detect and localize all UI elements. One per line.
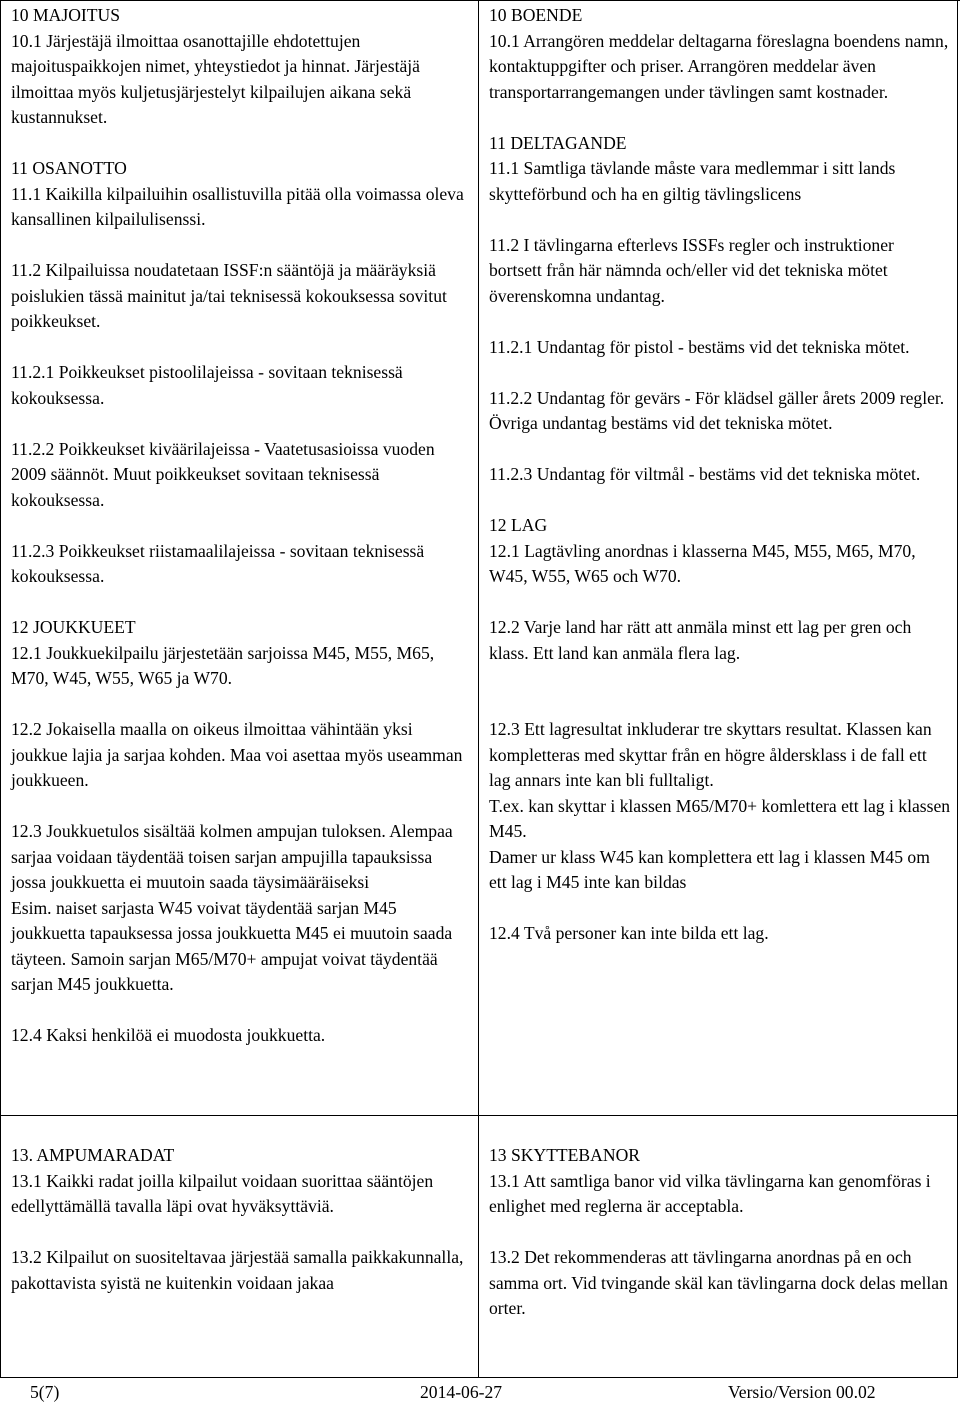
spacer (489, 590, 951, 616)
fi-11-2-1-text: 11.2.1 Poikkeukset pistoolilajeissa - sovitaan teknisessä kokouksessa. (11, 362, 403, 408)
fi-13-heading: 13. AMPUMARADAT (11, 1145, 175, 1165)
sv-11-2-2-text: 11.2.2 Undantag för gevärs - För klädsel gäller årets 2009 regler. Övriga undantag bestäms vid det tekniska mötet. (489, 387, 945, 433)
footer-page-number: 5(7) (30, 1382, 60, 1402)
fi-13-1-text: 13.1 Kaikki radat joilla kilpailut voidaan suorittaa sääntöjen edellyttämällä tavalla läpi ovat hyväksyttäviä. (11, 1170, 434, 1216)
sv-10-1-text: 10.1 Arrangören meddelar deltagarna föreslagna boendens namn, kontaktuppgifter och priser. Arrangören meddelar även transportarrangemangen under tävlingen samt kostnader. (489, 30, 949, 102)
spacer (11, 794, 465, 820)
footer-date: 2014-06-27 (420, 1382, 503, 1402)
sv-11-heading: 11 DELTAGANDE (489, 132, 627, 153)
sv-11-2-1-text: 11.2.1 Undantag för pistol - bestäms vid det tekniska mötet. (489, 336, 910, 357)
swedish-column-bottom (479, 1141, 957, 1377)
spacer (489, 692, 951, 718)
fi-10-heading: 10 MAJOITUS (11, 5, 120, 25)
spacer (489, 437, 951, 463)
sv-12-4-text: 12.4 Två personer kan inte bilda ett lag. (489, 923, 769, 943)
spacer (489, 896, 951, 922)
spacer (11, 335, 465, 361)
sv-13-heading: 13 SKYTTEBANOR (489, 1145, 641, 1165)
spacer (489, 309, 951, 335)
spacer (11, 590, 465, 616)
fi-11-2-text: 11.2 Kilpailuissa noudatetaan ISSF:n sääntöjä ja määräyksiä poislukien tässä mainitut ja/tai teknisessä kokouksessa sovitut poikkeukset. (11, 260, 447, 331)
sv-12-3-women: Damer ur klass W45 kan komplettera ett lag i klassen M45 om ett lag i M45 inte kan bildas (489, 846, 930, 892)
fi-13-2-text: 13.2 Kilpailut on suositeltavaa järjestää samalla paikkakunnalla, pakottavista syistä ne kuitenkin voidaan jakaa (11, 1247, 464, 1293)
fi-11-1-text: 11.1 Kaikilla kilpailuihin osallistuvilla pitää olla voimassa oleva kansallinen kilpailulisenssi. (11, 183, 464, 229)
fi-11-2-2-text: 11.2.2 Poikkeukset kiväärilajeissa - Vaatetusasioissa vuoden 2009 säännöt. Muut poikkeukset sovitaan teknisessä kokouksessa. (11, 438, 435, 510)
sv-12-3-example: T.ex. kan skyttar i klassen M65/M70+ komlettera ett lag i klassen M45. (489, 795, 951, 841)
fi-12-4-text: 12.4 Kaksi henkilöä ei muodosta joukkuetta. (11, 1025, 326, 1045)
spacer (489, 105, 951, 131)
fi-11-2-3-text: 11.2.3 Poikkeukset riistamaalilajeissa - sovitaan teknisessä kokouksessa. (11, 540, 425, 586)
spacer (11, 1220, 465, 1246)
sv-12-2-text: 12.2 Varje land har rätt att anmäla minst ett lag per gren och klass. Ett land kan anmäla flera lag. (489, 617, 912, 663)
fi-11-heading: 11 OSANOTTO (11, 158, 127, 178)
fi-12-2-text: 12.2 Jokaisella maalla on oikeus ilmoittaa vähintään yksi joukkue lajia ja sarjaa kohden. Maa voi asettaa myös useamman joukkueen. (11, 719, 463, 790)
sv-11-2-3-text: 11.2.3 Undantag för viltmål - bestäms vid det tekniska mötet. (489, 464, 921, 484)
spacer (11, 411, 465, 437)
fi-12-heading: 12 JOUKKUEET (11, 617, 136, 637)
sv-11-2-text: 11.2 I tävlingarna efterlevs ISSFs regler och instruktioner bortsett från här nämnda och/eller vid det tekniska mötet överenskomna undantag. (489, 234, 894, 306)
spacer (489, 488, 951, 514)
sv-13-1-text: 13.1 Att samtliga banor vid vilka tävlingarna kan genomföras i enlighet med reglerna är acceptabla. (489, 1170, 931, 1216)
finnish-column-top (1, 1, 471, 1115)
swedish-column-top (479, 1, 957, 1115)
spacer (11, 513, 465, 539)
spacer (11, 692, 465, 718)
sv-12-1-text: 12.1 Lagtävling anordnas i klasserna M45, M55, M65, M70, W45, W55, W65 och W70. (489, 540, 916, 586)
sv-11-1-text: 11.1 Samtliga tävlande måste vara medlemmar i sitt lands skytteförbund och ha en giltig tävlingslicens (489, 158, 896, 204)
table-row-divider (0, 1115, 958, 1116)
fi-12-3-example: Esim. naiset sarjasta W45 voivat täydentää sarjan M45 joukkuetta tapauksessa jossa joukkuetta M45 ei muutoin saada täyteen. Samoin sarjan M65/M70+ ampujat voivat täydentää sarjan M45 joukkuetta. (11, 897, 453, 994)
spacer (489, 666, 951, 692)
fi-12-1-text: 12.1 Joukkuekilpailu järjestetään sarjoissa M45, M55, M65, M70, W45, W55, W65 ja W70. (11, 642, 435, 688)
spacer (489, 1220, 951, 1246)
table-border-bottom (0, 1377, 958, 1378)
fi-10-1-text: 10.1 Järjestäjä ilmoittaa osanottajille ehdotettujen majoituspaikkojen nimet, yhteystiedot ja hinnat. Järjestäjä ilmoittaa myös kuljetusjärjestelyt kilpailujen aikana sekä kustannukset. (11, 30, 420, 127)
finnish-column-bottom (1, 1141, 471, 1377)
spacer (11, 998, 465, 1024)
spacer (489, 207, 951, 233)
sv-12-heading: 12 LAG (489, 515, 548, 535)
spacer (11, 131, 465, 157)
footer-version: Versio/Version 00.02 (728, 1382, 876, 1402)
sv-10-heading: 10 BOENDE (489, 5, 583, 25)
sv-13-2-text: 13.2 Det rekommenderas att tävlingarna anordnas på en och samma ort. Vid tvingande skäl kan tävlingarna dock delas mellan orter. (489, 1247, 948, 1318)
sv-12-3-text: 12.3 Ett lagresultat inkluderar tre skyttars resultat. Klassen kan kompletteras med skyttar från en högre åldersklass i de fall ett lag annars inte kan bli fulltaligt. (489, 719, 932, 790)
spacer (489, 360, 951, 386)
spacer (11, 233, 465, 259)
fi-12-3-text: 12.3 Joukkuetulos sisältää kolmen ampujan tuloksen. Alempaa sarjaa voidaan täydentää toisen sarjan ampujilla tapauksissa jossa joukkuetta ei muutoin saada täysimääräiseksi (11, 821, 453, 892)
table-border-right (957, 0, 958, 1378)
